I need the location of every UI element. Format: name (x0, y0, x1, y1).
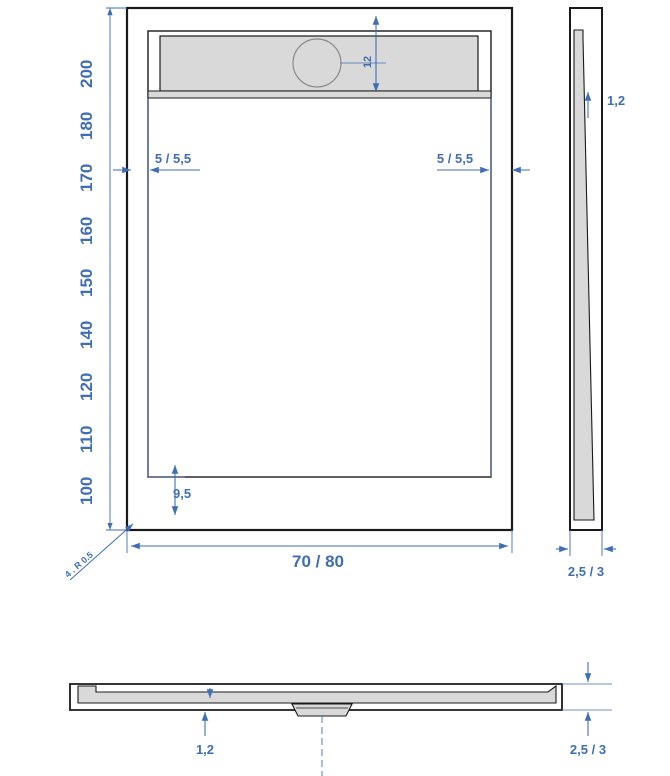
overall-width-label: 70 / 80 (292, 552, 344, 571)
overall-width-dim (127, 530, 512, 571)
scale-label: 150 (77, 268, 96, 297)
side-thickness-dim (556, 530, 616, 579)
scale-label: 160 (77, 216, 96, 245)
scale-label: 180 (77, 111, 96, 140)
scale-label: 170 (77, 163, 96, 192)
side-view (570, 8, 602, 530)
section-thickness-dim (562, 662, 612, 757)
section-lip-label: 1,2 (195, 742, 215, 757)
drain-panel-edge (148, 91, 491, 98)
height-scale-labels (77, 60, 96, 505)
corner-radius-label: 4 . R 0.5 (62, 549, 95, 580)
section-thickness-label: 2,5 / 3 (569, 742, 607, 757)
section-drain-boss (292, 704, 352, 716)
scale-label: 110 (77, 425, 96, 453)
front-view (127, 8, 512, 530)
bottom-inset-label: 9,5 (173, 486, 192, 501)
section-view (70, 684, 562, 776)
side-lip-label: 1,2 (607, 93, 626, 108)
front-left-dimension-stack (106, 8, 127, 530)
corner-radius-leader (63, 524, 133, 580)
scale-label: 140 (77, 320, 96, 349)
scale-label: 200 (77, 59, 96, 88)
inner-offset-right-label: 5 / 5,5 (436, 151, 474, 166)
drain-panel (160, 36, 478, 91)
scale-label: 100 (77, 476, 96, 505)
side-thickness-label: 2,5 / 3 (567, 564, 605, 579)
scale-label: 120 (77, 372, 96, 401)
drain-height-label: 12 (362, 55, 374, 69)
inner-offset-left-label: 5 / 5,5 (154, 151, 192, 166)
